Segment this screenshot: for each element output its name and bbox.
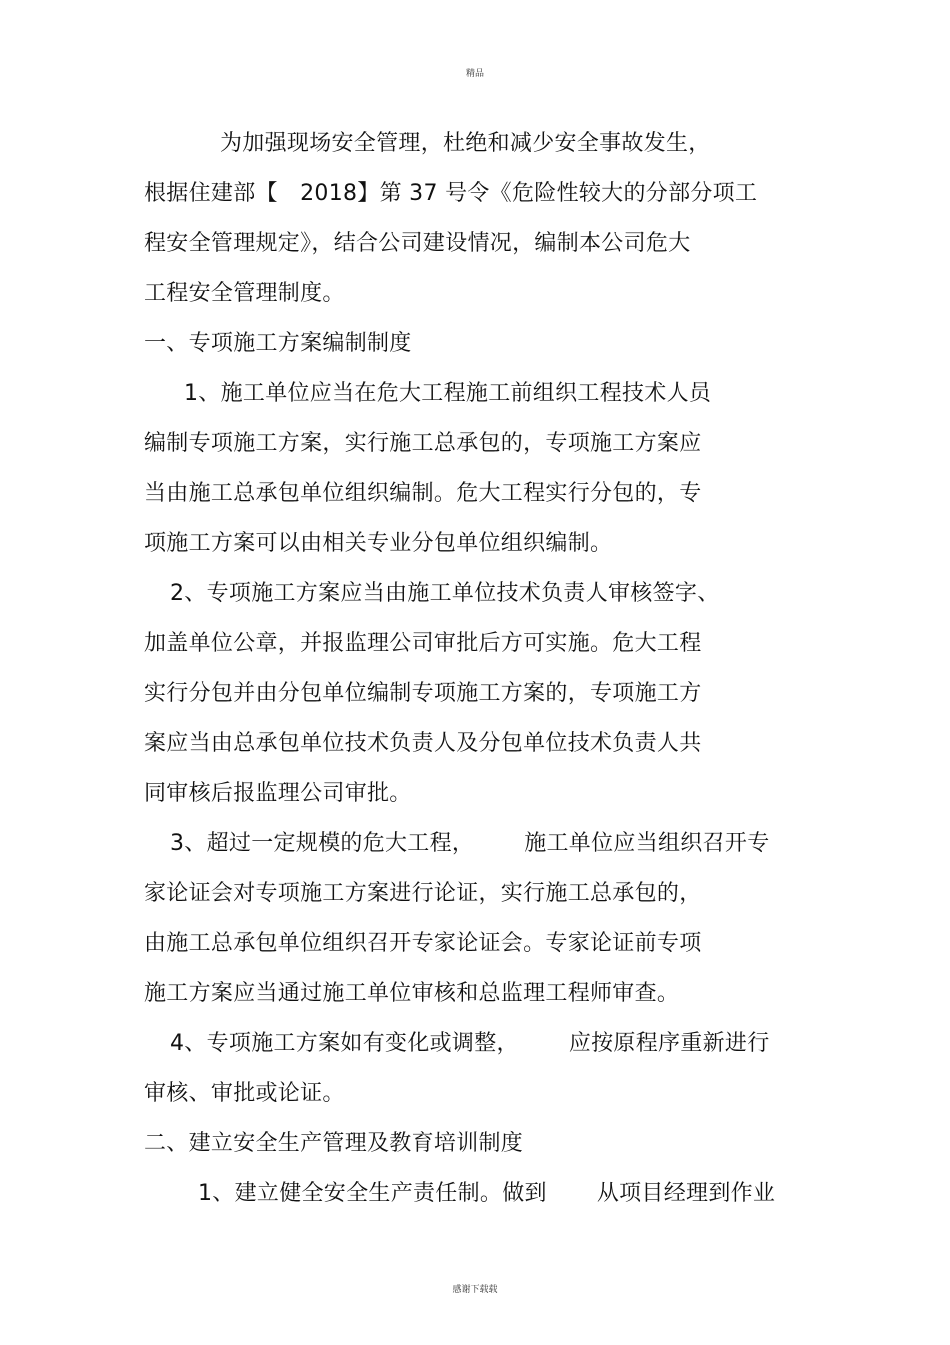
text-segment: 1、建立健全安全生产责任制。做到 (198, 1181, 547, 1206)
paragraph-line (144, 124, 844, 174)
paragraph-line (144, 524, 844, 574)
text-segment: 项施工方案可以由相关专业分包单位组织编制。 (144, 531, 613, 556)
paragraph-line (144, 424, 844, 474)
paragraph-line (144, 974, 844, 1024)
paragraph-line (144, 924, 844, 974)
paragraph-line (144, 674, 844, 724)
text-segment: 1、施工单位应当在危大工程施工前组织工程技术人员 (184, 381, 712, 406)
text-segment: 4、专项施工方案如有变化或调整， (170, 1031, 519, 1056)
text-segment: 程安全管理规定》，结合公司建设情况，编制本公司危大 (144, 231, 691, 256)
text-segment: 二、建立安全生产管理及教育培训制度 (144, 1131, 524, 1156)
text-segment: 施工方案应当通过施工单位审核和总监理工程师审查。 (144, 981, 680, 1006)
text-segment: 加盖单位公章，并报监理公司审批后方可实施。危大工程 (144, 631, 702, 656)
text-segment: 由施工总承包单位组织召开专家论证会。专家论证前专项 (144, 931, 702, 956)
text-segment: 家论证会对专项施工方案进行论证，实行施工总承包的， (144, 881, 702, 906)
text-segment: 为加强现场安全管理，杜绝和减少安全事故发生， (220, 131, 711, 156)
text-segment: 审核、审批或论证。 (144, 1081, 345, 1106)
paragraph-line (144, 224, 844, 274)
text-segment: 案应当由总承包单位技术负责人及分包单位技术负责人共 (144, 731, 702, 756)
text-segment: 实行分包并由分包单位编制专项施工方案的，专项施工方 (144, 681, 702, 706)
paragraph-line (144, 1124, 844, 1174)
paragraph-line (144, 824, 844, 874)
text-segment: 当由施工总承包单位组织编制。危大工程实行分包的，专 (144, 481, 702, 506)
paragraph-line (144, 274, 844, 324)
text-segment: 从项目经理到作业 (596, 1181, 776, 1206)
paragraph-line (144, 1174, 844, 1224)
paragraph-line (144, 374, 844, 424)
document-body (144, 124, 844, 1224)
paragraph-line (144, 474, 844, 524)
text-segment: 2、专项施工方案应当由施工单位技术负责人审核签字、 (170, 581, 720, 606)
paragraph-line (144, 774, 844, 824)
text-segment: 一、专项施工方案编制制度 (144, 331, 412, 356)
paragraph-line (144, 1074, 844, 1124)
text-segment: 施工单位应当组织召开专 (524, 831, 770, 856)
paragraph-line (144, 724, 844, 774)
text-segment: 工程安全管理制度。 (144, 281, 345, 306)
paragraph-line (144, 874, 844, 924)
header-mark: 精品 (465, 69, 484, 79)
footer-mark: 感谢下载载 (452, 1285, 498, 1295)
paragraph-line (144, 574, 844, 624)
text-segment: 同审核后报监理公司审批。 (144, 781, 412, 806)
paragraph-line (144, 174, 844, 224)
text-segment: 编制专项施工方案，实行施工总承包的，专项施工方案应 (144, 431, 702, 456)
text-segment: 3、超过一定规模的危大工程， (170, 831, 475, 856)
paragraph-line (144, 624, 844, 674)
paragraph-line (144, 1024, 844, 1074)
text-segment: 应按原程序重新进行 (568, 1031, 770, 1056)
paragraph-line (144, 324, 844, 374)
text-segment: 根据住建部【 2018】第 37 号令《危险性较大的分部分项工 (144, 181, 758, 206)
